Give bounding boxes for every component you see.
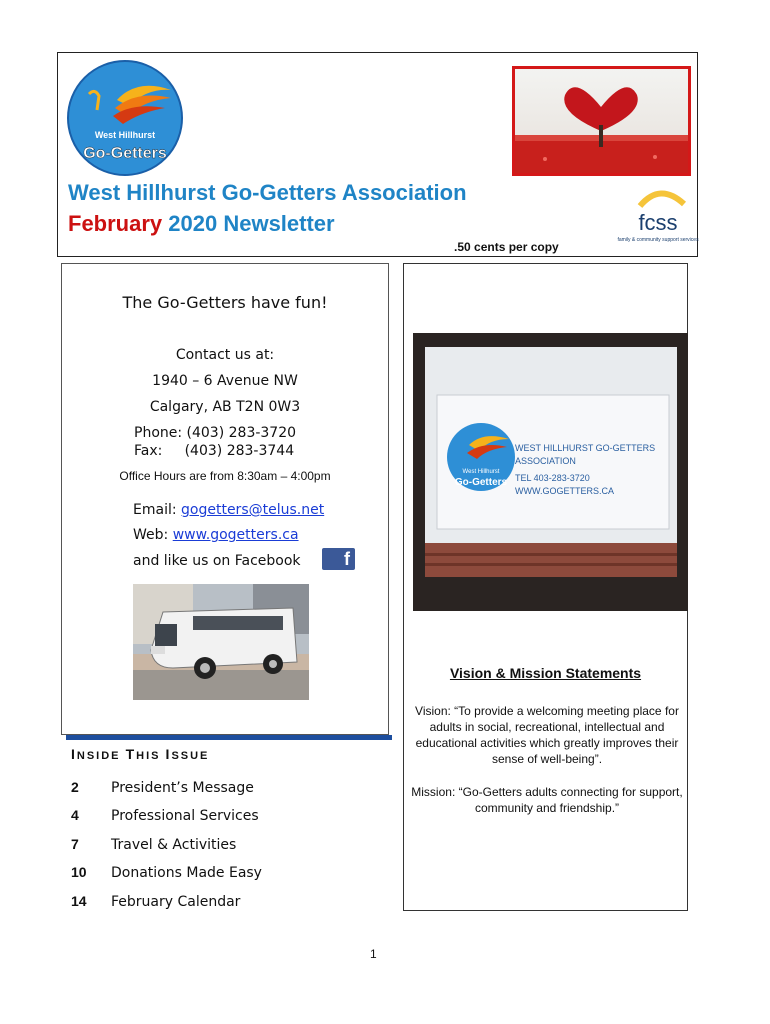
- toc-item[interactable]: [71, 864, 262, 881]
- page-number: 1: [370, 947, 377, 961]
- logo-text-1: West Hillhurst: [94, 130, 156, 140]
- phone-number: Phone: (403) 283-3720: [134, 425, 297, 441]
- price-note: .50 cents per copy: [454, 240, 559, 254]
- sign-line4: WWW.GOGETTERS.CA: [515, 486, 614, 496]
- sign-line1: WEST HILLHURST GO-GETTERS: [515, 443, 656, 453]
- toc-heading-part: T: [125, 746, 137, 762]
- toc-item[interactable]: [71, 779, 254, 796]
- toc-heading-part: NSIDE: [76, 750, 126, 762]
- toc-page-number: 10: [71, 864, 87, 880]
- toc-heading: [71, 746, 209, 762]
- toc-page-number: 2: [71, 779, 79, 795]
- toc-item-label: February Calendar: [111, 894, 241, 910]
- address-line1: 1940 – 6 Avenue NW: [152, 373, 298, 389]
- email-line: [133, 502, 324, 518]
- logo-text-2: Go-Getters: [83, 145, 167, 162]
- go-getters-logo: [67, 60, 183, 176]
- vision-mission-title: Vision & Mission Statements: [449, 665, 642, 681]
- fcss-text: fcss: [638, 210, 678, 235]
- sign-line2: ASSOCIATION: [515, 456, 576, 466]
- sign-line3: TEL 403-283-3720: [515, 473, 590, 483]
- title-rest: 2020 Newsletter: [168, 211, 335, 236]
- facebook-text: and like us on Facebook: [133, 553, 301, 569]
- toc-page-number: 14: [71, 893, 87, 909]
- sign-logo-text-1: West Hillhurst: [462, 469, 500, 475]
- toc-heading-part: HIS: [136, 750, 166, 762]
- bus-photo: [133, 584, 309, 700]
- sign-logo-text-2: Go-Getters: [454, 477, 508, 488]
- newsletter-title-line2: [68, 211, 335, 237]
- facebook-icon[interactable]: f: [322, 548, 355, 570]
- toc-item[interactable]: [71, 836, 236, 853]
- toc-item-label: Donations Made Easy: [111, 865, 262, 881]
- contact-box-underline: [66, 735, 392, 740]
- toc-item-label: Travel & Activities: [111, 837, 237, 853]
- address-line2: Calgary, AB T2N 0W3: [149, 399, 301, 415]
- toc-item-label: Professional Services: [111, 808, 259, 824]
- office-hours: Office Hours are from 8:30am – 4:00pm: [119, 469, 331, 483]
- toc-page-number: 7: [71, 836, 79, 852]
- toc-heading-part: I: [165, 746, 172, 762]
- mission-statement: Mission: “Go-Getters adults connecting for support, community and friendship.”: [411, 785, 683, 815]
- toc-item[interactable]: [71, 807, 259, 824]
- office-sign-photo: [413, 333, 688, 611]
- web-label: Web:: [133, 527, 173, 543]
- newsletter-title-line1: West Hillhurst Go-Getters Association: [68, 180, 467, 205]
- fcss-subtext: family & community support services: [617, 237, 699, 243]
- toc-item-label: President’s Message: [111, 780, 254, 796]
- fax-number: Fax: (403) 283-3744: [134, 443, 295, 459]
- toc-page-number: 4: [71, 807, 79, 823]
- fun-headline: The Go-Getters have fun!: [122, 293, 328, 312]
- contact-intro: Contact us at:: [175, 347, 275, 363]
- vision-statement: Vision: “To provide a welcoming meeting place for adults in social, recreational, intellectual and educational activities which greatly improves their sense of well-being”.: [415, 704, 679, 766]
- web-link[interactable]: www.gogetters.ca: [172, 527, 299, 543]
- web-line: [133, 527, 299, 543]
- toc-heading-part: I: [71, 746, 77, 762]
- toc-item[interactable]: [71, 893, 240, 910]
- title-month: February: [68, 211, 163, 236]
- email-label: Email:: [133, 502, 182, 518]
- fcss-logo: [617, 184, 699, 254]
- email-link[interactable]: gogetters@telus.net: [181, 502, 325, 518]
- heart-tree-photo: [512, 66, 691, 176]
- toc-heading-part: SSUE: [171, 750, 210, 762]
